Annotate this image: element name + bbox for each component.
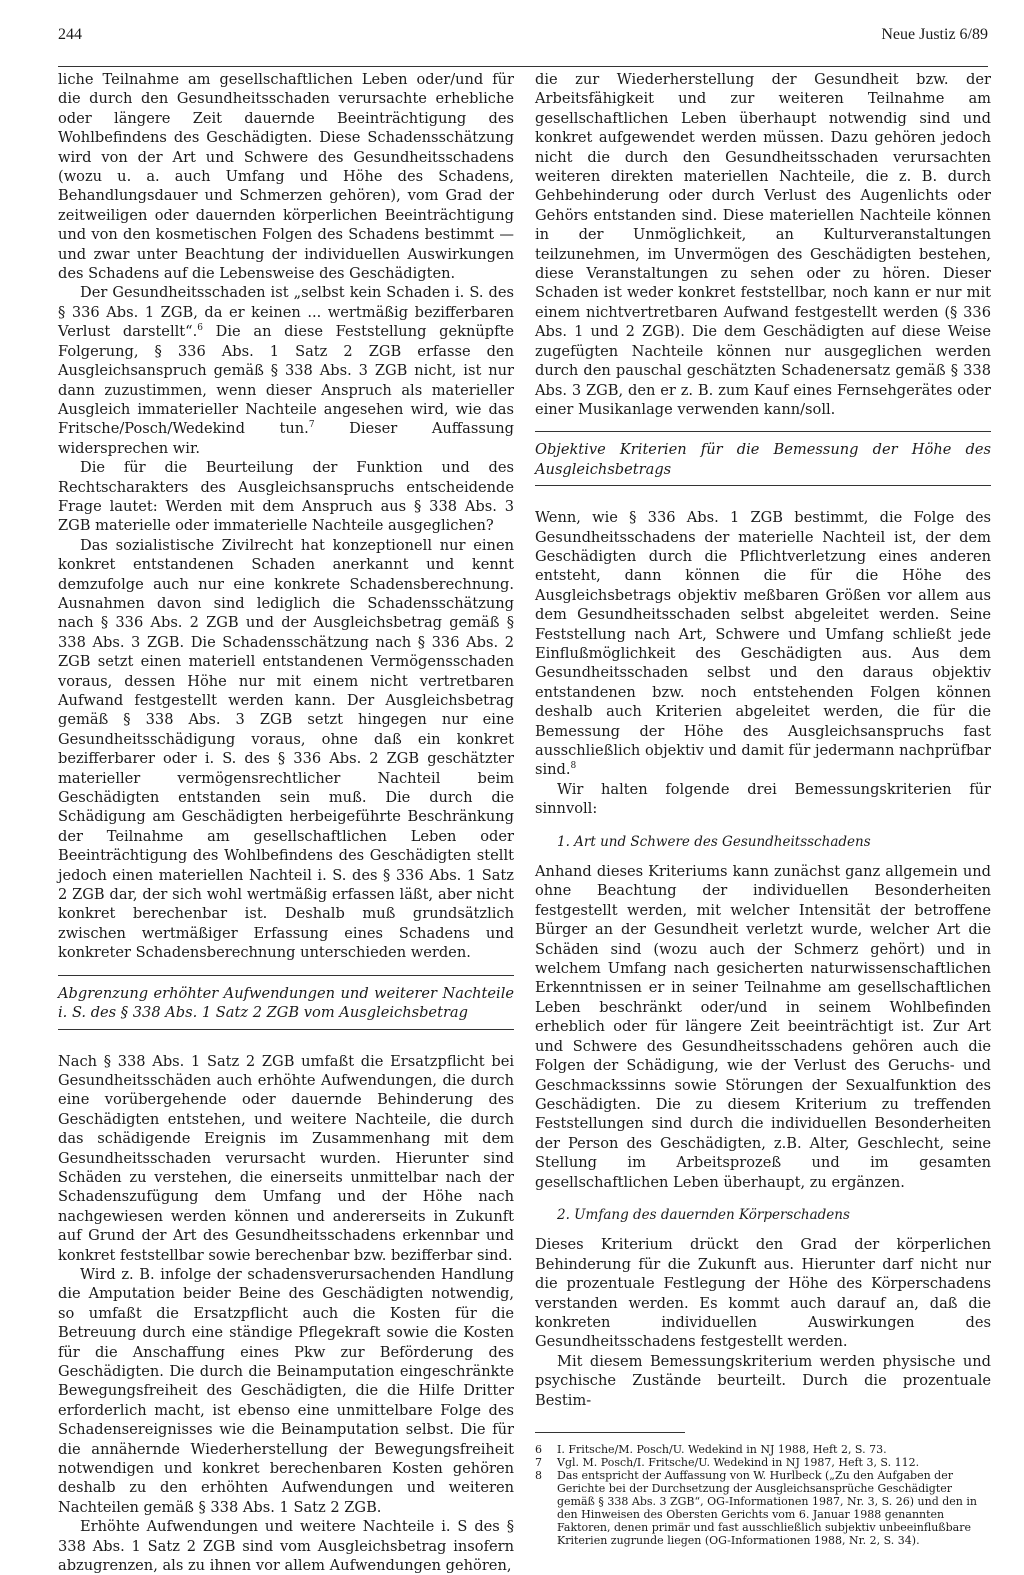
subsection-title: 2. Umfang des dauernden Körperschadens: [557, 1206, 850, 1223]
footnote-text: Das entspricht der Auffassung von W. Hurlbeck („Zu den Aufgaben der Gerichte bei der Durchsetzung der Ausgleichsansprüche Geschädigter gemäß § 338 Abs. 3 ZGB“, OG-Informationen 1987, Nr. 3, S. 26) und den in den Hinweisen des Obersten Gerichts vom 6. Januar 1988 genannten Faktoren, denen primär und fast ausschließlich subjektiv unbeeinflußbare Kriterien zugrunde liegen (OG-Informationen 1988, Nr. 2, S. 34).: [557, 1469, 977, 1547]
paragraph: Wird z. B. infolge der schadensverursachenden Handlung die Amputation beider Beine des Geschädigten notwendig, so umfaßt die Ersatzpflicht auch die Kosten für die Betreuung durch eine ständige Pflegekraft sowie die Kosten für die Anschaffung eines Pkw zur Beförderung des Geschädigten. Die durch die Beinamputation eingeschränkte Bewegungsfreiheit des Geschädigten, die die Hilfe Dritter erforderlich macht, ist ebenso eine unmittelbare Folge des Schadensereignisses wie die Beinamputation selbst. Die für die annähernde Wiederherstellung der Bewegungsfreiheit notwendigen und konkret berechenbaren Kosten gehören deshalb zu den erhöhten Aufwendungen und weiteren Nachteilen gemäß § 338 Abs. 1 Satz 2 ZGB.: [58, 1265, 514, 1516]
footnote: [535, 1469, 991, 1547]
footnote-ref: 8: [570, 761, 577, 772]
paragraph: Erhöhte Aufwendungen und weitere Nachteile i. S des § 338 Abs. 1 Satz 2 ZGB sind vom Ausgleichsbetrag insofern abzugrenzen, als zu ihnen vor allem Aufwendungen gehören,: [58, 1518, 514, 1575]
page-header: [58, 20, 988, 44]
footnote-text: I. Fritsche/M. Posch/U. Wedekind in NJ 1988, Heft 2, S. 73.: [557, 1443, 887, 1456]
footnote: [535, 1456, 991, 1469]
paragraph: Wenn, wie § 336 Abs. 1 ZGB bestimmt, die Folge des Gesundheitsschadens der materielle Nachteil ist, der dem Geschädigten durch die Pflichtverletzung eines anderen entsteht, dann können die für die Höhe des Ausgleichsbetrags objektiv meßbaren Größen vor allem aus dem Gesundheitsschaden selbst abgeleitet werden. Seine Feststellung nach Art, Schwere und Umfang schließt jede Einflußmöglichkeit des Geschädigten aus. Aus dem Gesundheitsschaden selbst und den daraus objektiv entstandenen bzw. noch entstehenden Folgen können deshalb auch Kriterien abgeleitet werden, die für die Bemessung der Höhe des Ausgleichsanspruchs fast ausschließlich objektiv und damit für jedermann nachprüfbar sind.$^8$: [535, 509, 991, 779]
subsection-title: 1. Art und Schwere des Gesundheitsschadens: [557, 833, 871, 850]
section-rule: [535, 485, 991, 486]
header-rule: [58, 66, 988, 67]
section-rule: [58, 975, 514, 976]
journal-issue: Neue Justiz 6/89: [881, 26, 988, 43]
paragraph: Nach § 338 Abs. 1 Satz 2 ZGB umfaßt die Ersatzpflicht bei Gesundheitsschäden auch erhöhte Aufwendungen, die durch eine vorübergehende oder dauernde Behinderung des Geschädigten entstehen, und weitere Nachteile, die durch das schädigende Ereignis im Zusammenhang mit dem Gesundheitsschaden verursacht wurden. Hierunter sind Schäden zu verstehen, die einerseits unmittelbar nach der Schadenszufügung dem Umfang und der Höhe nach nachgewiesen werden können und andererseits in Zukunft auf Grund der Art des Gesundheitsschadens erkennbar und konkret feststellbar sowie berechenbar bzw. bezifferbar sind.: [58, 1052, 514, 1264]
footnote-number: 7: [535, 1456, 542, 1469]
paragraph: Wir halten folgende drei Bemessungskriterien für sinnvoll:: [535, 780, 991, 818]
section-rule: [535, 431, 991, 432]
paragraph: die zur Wiederherstellung der Gesundheit bzw. der Arbeitsfähigkeit und zur weiteren Teilnahme am gesellschaftlichen Leben überhaupt notwendig sind und konkret aufgewendet werden müssen. Dazu gehören jedoch nicht die durch den Gesundheitsschaden verursachten weiteren direkten materiellen Nachteile, die z. B. durch Gehbehinderung oder durch Verlust des Augenlichts oder Gehörs entstanden sind. Diese materiellen Nachteile können in der Unmöglichkeit, an Kulturveranstaltungen teilzunehmen, im Unvermögen des Geschädigten bestehen, diese Veranstaltungen zu sehen oder zu hören. Dieser Schaden ist weder konkret feststellbar, noch kann er nur mit einem nichtvertretbaren Aufwand festgestellt werden (§ 336 Abs. 1 und 2 ZGB). Die dem Geschädigten auf diese Weise zugefügten Nachteile können nur ausgeglichen werden durch den pauschal geschätzten Schadenersatz gemäß § 338 Abs. 3 ZGB, den er z. B. zum Kauf eines Fernsehgerätes oder einer Musikanlage verwenden kann/soll.: [535, 71, 991, 418]
paragraph: Der Gesundheitsschaden ist „selbst kein Schaden i. S. des § 336 Abs. 1 ZGB, da er keinen ... wertmäßig bezifferbaren Verlust darstellt“.$^6$ Die an diese Feststellung geknüpfte Folgerung, § 336 Abs. 1 Satz 2 ZGB erfasse den Ausgleichsanspruch gemäß § 338 Abs. 3 ZGB nicht, ist nur dann zuzustimmen, wenn dieser Anspruch als materieller Ausgleich immaterieller Nachteile angesehen wird, wie das Fritsche/Posch/Wedekind tun.$^7$ Dieser Auffassung widersprechen wir.: [58, 284, 515, 457]
section-rule: [58, 1029, 514, 1030]
paragraph: Dieses Kriterium drückt den Grad der körperlichen Behinderung für die Zukunft aus. Hierunter darf nicht nur die prozentuale Festlegung der Höhe des Körperschadens verstanden werden. Es kommt auch darauf an, daß die konkreten individuellen Auswirkungen des Gesundheitsschadens festgestellt werden.: [535, 1236, 991, 1351]
footnotes: [535, 1443, 991, 1547]
footnote-ref: 7: [308, 420, 315, 431]
footnote-ref: 6: [197, 323, 203, 334]
footnote-number: 8: [535, 1469, 542, 1482]
paragraph: liche Teilnahme am gesellschaftlichen Leben oder/und für die durch den Gesundheitsschaden verursachte erhebliche oder längere Zeit dauernde Beeinträchtigung des Wohlbefindens des Geschädigten. Diese Schadensschätzung wird von der Art und Schwere des Gesundheitsschadens (wozu u. a. auch Umfang und Höhe des Schadens, Behandlungsdauer und Schmerzen gehören), vom Grad der zeitweiligen oder dauernden körperlichen Beeinträchtigung und von den kosmetischen Folgen des Schadens bestimmt — und zwar unter Beachtung der individuellen Auswirkungen des Schadens auf die Lebensweise des Geschädigten.: [58, 71, 514, 283]
page-number: 244: [58, 26, 82, 43]
footnote: [535, 1443, 991, 1456]
section-title: Objektive Kriterien für die Bemessung der Höhe des Ausgleichsbetrags: [535, 441, 991, 478]
footnote-text: Vgl. M. Posch/I. Fritsche/U. Wedekind in NJ 1987, Heft 3, S. 112.: [557, 1456, 920, 1469]
left-column: [58, 70, 514, 1575]
paragraph: Mit diesem Bemessungskriterium werden physische und psychische Zustände beurteilt. Durch die prozentuale Bestim-: [535, 1352, 991, 1409]
footnote-number: 6: [535, 1443, 542, 1456]
paragraph: Das sozialistische Zivilrecht hat konzeptionell nur einen konkret entstandenen Schaden anerkannt und kennt demzufolge auch nur eine konkrete Schadensberechnung. Ausnahmen davon sind lediglich die Schadensschätzung nach § 336 Abs. 2 ZGB und der Ausgleichsbetrag gemäß § 338 Abs. 3 ZGB. Die Schadensschätzung nach § 336 Abs. 2 ZGB setzt einen materiell entstandenen Vermögensschaden voraus, dessen Höhe nur mit einem nicht vertretbaren Aufwand festgestellt werden kann. Der Ausgleichsbetrag gemäß § 338 Abs. 3 ZGB setzt hingegen nur eine Gesundheitsschädigung voraus, ohne daß ein konkret bezifferbarer oder i. S. des § 336 Abs. 2 ZGB geschätzter materieller vermögensrechtlicher Nachteil beim Geschädigten entstanden sein muß. Die durch die Schädigung am Geschädigten herbeigeführte Beschränkung der Teilnahme am gesellschaftlichen Leben oder Beeinträchtigung des Wohlbefindens des Geschädigten stellt jedoch einen materiellen Nachteil i. S. des § 336 Abs. 1 Satz 2 ZGB dar, der sich wohl wertmäßig erfassen läßt, aber nicht konkret berechenbar ist. Deshalb muß grundsätzlich zwischen wertmäßiger Erfassung eines Schadens und konkreter Schadensberechnung unterschieden werden.: [58, 536, 514, 962]
paragraph: Anhand dieses Kriteriums kann zunächst ganz allgemein und ohne Beachtung der individuellen Besonderheiten festgestellt werden, mit welcher Intensität der betroffene Bürger an der Gesundheit verletzt wurde, welcher Art die Schäden sind (wozu auch der Schmerz gehört) und in welchem Umfang nach gesicherten naturwissenschaftlichen Erkenntnissen er in seiner Teilnahme am gesellschaftlichen Leben beschränkt oder/und in seinem Wohlbefinden erheblich oder für längere Zeit beeinträchtigt ist. Zur Art und Schwere des Gesundheitsschadens gehören auch die Folgen der Schädigung, wie der Verlust des Geruchs- und Geschmackssinns sowie Störungen der Sexualfunktion des Geschädigten. Die zu diesem Kriterium zu treffenden Feststellungen sind durch die individuellen Besonderheiten der Person des Geschädigten, z.B. Alter, Geschlecht, seine Stellung im Arbeitsprozeß und im gesamten gesellschaftlichen Leben überhaupt, zu ergänzen.: [535, 863, 991, 1191]
paragraph: Die für die Beurteilung der Funktion und des Rechtscharakters des Ausgleichsanspruchs entscheidende Frage lautet: Werden mit dem Anspruch aus § 338 Abs. 3 ZGB materielle oder immaterielle Nachteile ausgeglichen?: [58, 459, 514, 535]
section-title: Abgrenzung erhöhter Aufwendungen und weiterer Nachteile i. S. des § 338 Abs. 1 Satz 2 ZGB vom Ausgleichsbetrag: [58, 984, 514, 1022]
footnote-rule: [535, 1432, 685, 1433]
right-column: [535, 70, 991, 1547]
